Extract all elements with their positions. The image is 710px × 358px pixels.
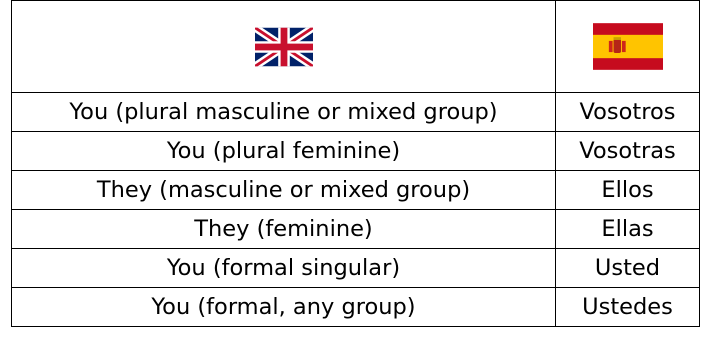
english-pronoun-cell: They (masculine or mixed group) (12, 171, 556, 210)
table-row (12, 171, 700, 210)
english-pronoun-cell: You (formal singular) (12, 249, 556, 288)
spanish-header-cell (556, 1, 700, 93)
table-row (12, 93, 700, 132)
pronoun-table (11, 0, 700, 327)
english-pronoun-cell: You (formal, any group) (12, 288, 556, 327)
spanish-pronoun-cell: Ellos (556, 171, 700, 210)
table-row (12, 210, 700, 249)
table-row (12, 132, 700, 171)
table-row (12, 249, 700, 288)
uk-flag-icon (255, 27, 313, 67)
english-pronoun-cell: They (feminine) (12, 210, 556, 249)
english-pronoun-cell: You (plural masculine or mixed group) (12, 93, 556, 132)
spain-flag-icon (593, 23, 663, 70)
spanish-pronoun-cell: Usted (556, 249, 700, 288)
english-header-cell (12, 1, 556, 93)
pronoun-rows (12, 93, 700, 327)
spanish-pronoun-cell: Ellas (556, 210, 700, 249)
english-pronoun-cell: You (plural feminine) (12, 132, 556, 171)
spanish-pronoun-cell: Ustedes (556, 288, 700, 327)
spanish-pronoun-cell: Vosotros (556, 93, 700, 132)
spanish-pronoun-cell: Vosotras (556, 132, 700, 171)
table-row (12, 288, 700, 327)
table-header-row (12, 1, 700, 93)
